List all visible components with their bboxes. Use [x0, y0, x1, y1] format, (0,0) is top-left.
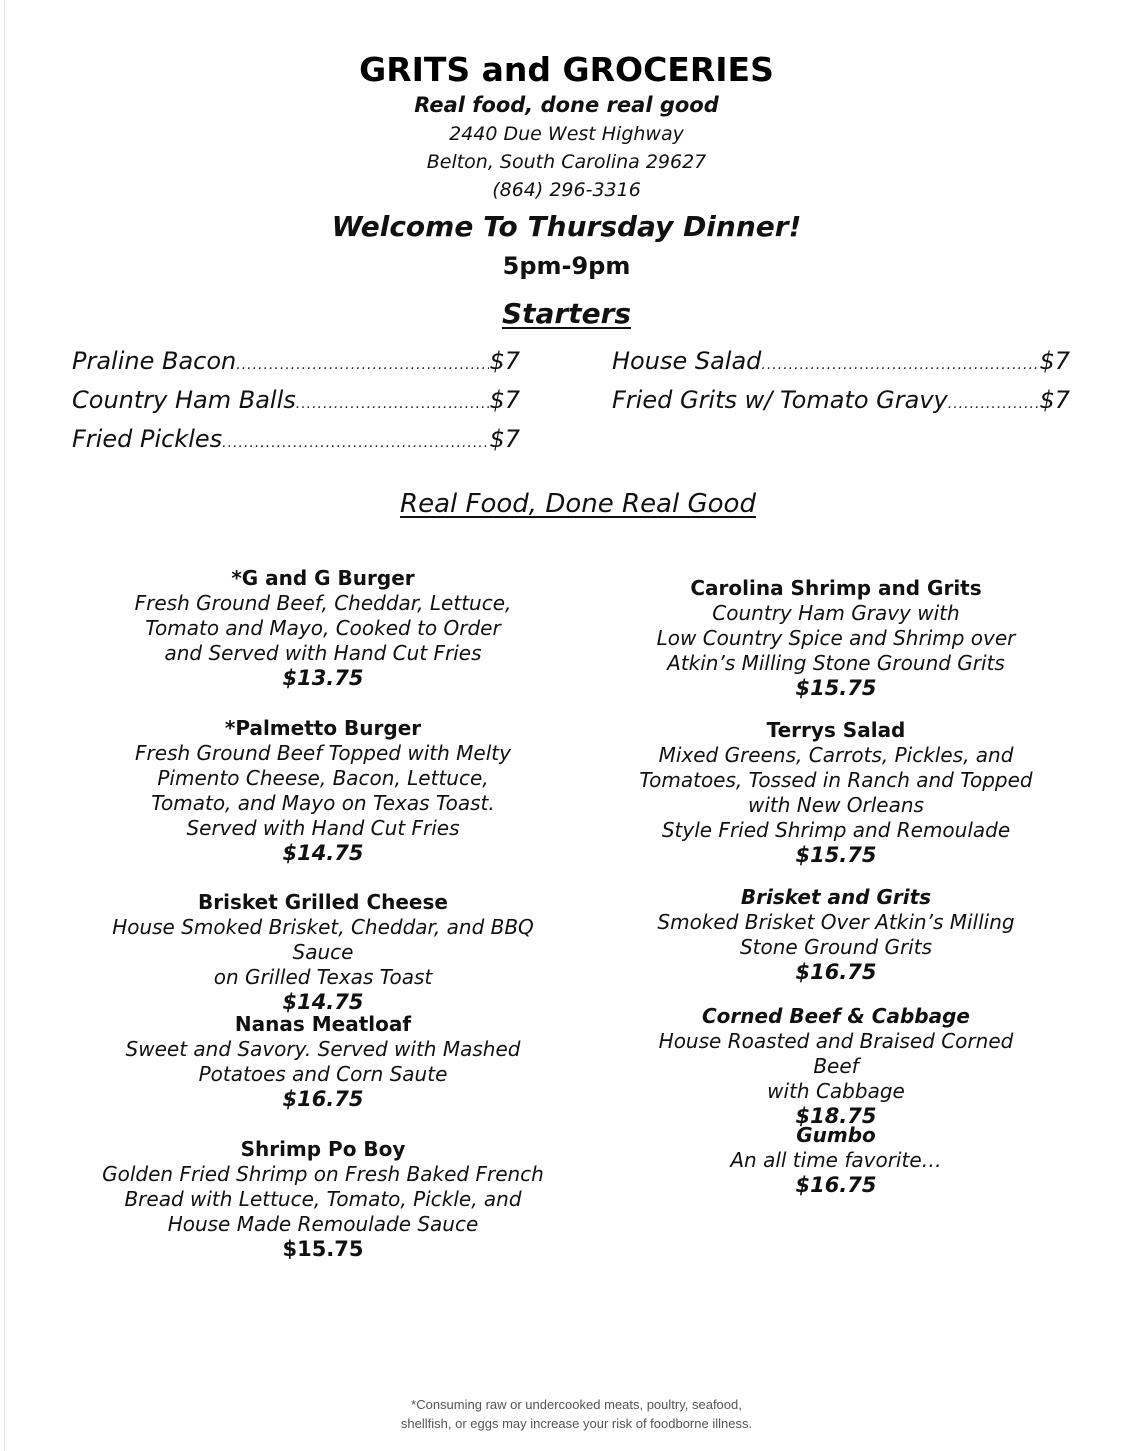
food-safety-disclaimer	[0, 1395, 1133, 1433]
starters-left-column	[72, 344, 520, 461]
disclaimer-line: shellfish, or eggs may increase your risk of foodborne illness.	[400, 1416, 753, 1431]
dish-description-line: Sweet and Savory. Served with Mashed	[125, 1037, 521, 1061]
dish-description-line: with New Orleans	[748, 793, 924, 817]
menu-item-nanas-meatloaf	[96, 1012, 550, 1112]
menu-item-carolina-shrimp-and-grits	[634, 576, 1038, 701]
starter-price: $7	[1039, 347, 1070, 375]
starter-price: $7	[489, 425, 520, 453]
dish-description-line: Smoked Brisket Over Atkin’s Milling	[657, 910, 1015, 934]
menu-item-brisket-and-grits	[634, 885, 1038, 985]
dish-description-line: Atkin’s Milling Stone Ground Grits	[667, 651, 1005, 675]
dish-price: $16.75	[795, 1173, 877, 1197]
dish-price: $15.75	[795, 676, 877, 700]
starter-price: $7	[489, 347, 520, 375]
dish-title: Shrimp Po Boy	[240, 1137, 406, 1161]
starter-price: $7	[489, 386, 520, 414]
starters-right-column	[612, 344, 1070, 422]
dish-description-line: House Smoked Brisket, Cheddar, and BBQ Sauce	[112, 915, 534, 964]
starter-item	[612, 344, 1070, 383]
dish-description-line: Pimento Cheese, Bacon, Lettuce,	[157, 766, 489, 790]
dish-price: $14.75	[282, 841, 364, 865]
starter-name: Praline Bacon	[72, 347, 237, 375]
dish-description-line: Tomato and Mayo, Cooked to Order	[145, 616, 501, 640]
mains-heading: Real Food, Done Real Good	[400, 489, 756, 519]
address-line-2: Belton, South Carolina 29627	[426, 151, 707, 173]
dish-description-line: Tomato, and Mayo on Texas Toast.	[151, 791, 495, 815]
dish-price: $16.75	[282, 1087, 364, 1111]
dish-price: $16.75	[795, 960, 877, 984]
menu-item-palmetto-burger	[96, 716, 550, 866]
dish-title: Nanas Meatloaf	[234, 1012, 412, 1036]
starters-heading: Starters	[501, 297, 632, 330]
dish-title: *G and G Burger	[231, 566, 415, 590]
dish-description-line: Mixed Greens, Carrots, Pickles, and	[658, 743, 1014, 767]
dish-title: *Palmetto Burger	[224, 716, 422, 740]
dish-price: $18.75	[795, 1104, 877, 1128]
starter-item	[72, 383, 520, 422]
dish-description-line: Fresh Ground Beef, Cheddar, Lettuce,	[134, 591, 512, 615]
welcome-heading: Welcome To Thursday Dinner!	[331, 210, 802, 243]
dish-title: Brisket Grilled Cheese	[198, 890, 448, 914]
dot-leader	[296, 387, 490, 422]
starter-name: Fried Grits w/ Tomato Gravy	[612, 386, 948, 414]
menu-item-terrys-salad	[634, 718, 1038, 868]
menu-item-g-and-g-burger	[96, 566, 550, 691]
dish-description-line: with Cabbage	[767, 1079, 905, 1103]
dish-title: Terrys Salad	[766, 718, 906, 742]
dish-title: Gumbo	[796, 1123, 876, 1147]
dish-price: $13.75	[282, 666, 364, 690]
address-line-1: 2440 Due West Highway	[449, 123, 684, 145]
dot-leader	[236, 348, 489, 383]
starter-item	[612, 383, 1070, 422]
starter-name: Fried Pickles	[72, 425, 223, 453]
dish-description-line: Stone Ground Grits	[739, 935, 932, 959]
dish-price: $14.75	[282, 990, 364, 1014]
dish-description-line: and Served with Hand Cut Fries	[164, 641, 482, 665]
dish-title: Corned Beef & Cabbage	[702, 1004, 970, 1028]
menu-item-brisket-grilled-cheese	[96, 890, 550, 1015]
dot-leader	[948, 387, 1040, 422]
phone-number: (864) 296-3316	[492, 179, 641, 201]
dish-description-line: Golden Fried Shrimp on Fresh Baked French	[102, 1162, 544, 1186]
dish-title: Brisket and Grits	[740, 885, 932, 909]
starter-name: Country Ham Balls	[72, 386, 296, 414]
disclaimer-line: *Consuming raw or undercooked meats, poultry, seafood,	[411, 1397, 742, 1412]
dish-description-line: Tomatoes, Tossed in Ranch and Topped	[639, 768, 1033, 792]
dish-description-line: Style Fried Shrimp and Remoulade	[661, 818, 1011, 842]
starter-name: House Salad	[612, 347, 762, 375]
menu-item-gumbo	[634, 1123, 1038, 1198]
dish-description-line: An all time favorite…	[730, 1148, 942, 1172]
hours: 5pm-9pm	[502, 252, 631, 280]
dish-description-line: House Made Remoulade Sauce	[167, 1212, 479, 1236]
menu-item-shrimp-po-boy	[96, 1137, 550, 1262]
dish-description-line: Bread with Lettuce, Tomato, Pickle, and	[124, 1187, 522, 1211]
menu-header	[0, 50, 1133, 336]
dot-leader	[761, 348, 1039, 383]
dish-title: Carolina Shrimp and Grits	[690, 576, 982, 600]
restaurant-name: GRITS and GROCERIES	[359, 50, 774, 89]
dish-price: $15.75	[795, 843, 877, 867]
dot-leader	[222, 426, 489, 461]
starter-item	[72, 344, 520, 383]
dish-description-line: on Grilled Texas Toast	[213, 965, 433, 989]
dish-description-line: Fresh Ground Beef Topped with Melty	[135, 741, 511, 765]
dish-description-line: House Roasted and Braised Corned Beef	[658, 1029, 1014, 1078]
menu-item-corned-beef-and-cabbage	[634, 1004, 1038, 1129]
starter-item	[72, 422, 520, 461]
restaurant-tagline: Real food, done real good	[414, 93, 719, 117]
dish-description-line: Served with Hand Cut Fries	[186, 816, 460, 840]
dish-price: $15.75	[282, 1237, 364, 1261]
dish-description-line: Potatoes and Corn Saute	[198, 1062, 448, 1086]
dish-description-line: Low Country Spice and Shrimp over	[656, 626, 1016, 650]
dish-description-line: Country Ham Gravy with	[712, 601, 960, 625]
starter-price: $7	[1039, 386, 1070, 414]
